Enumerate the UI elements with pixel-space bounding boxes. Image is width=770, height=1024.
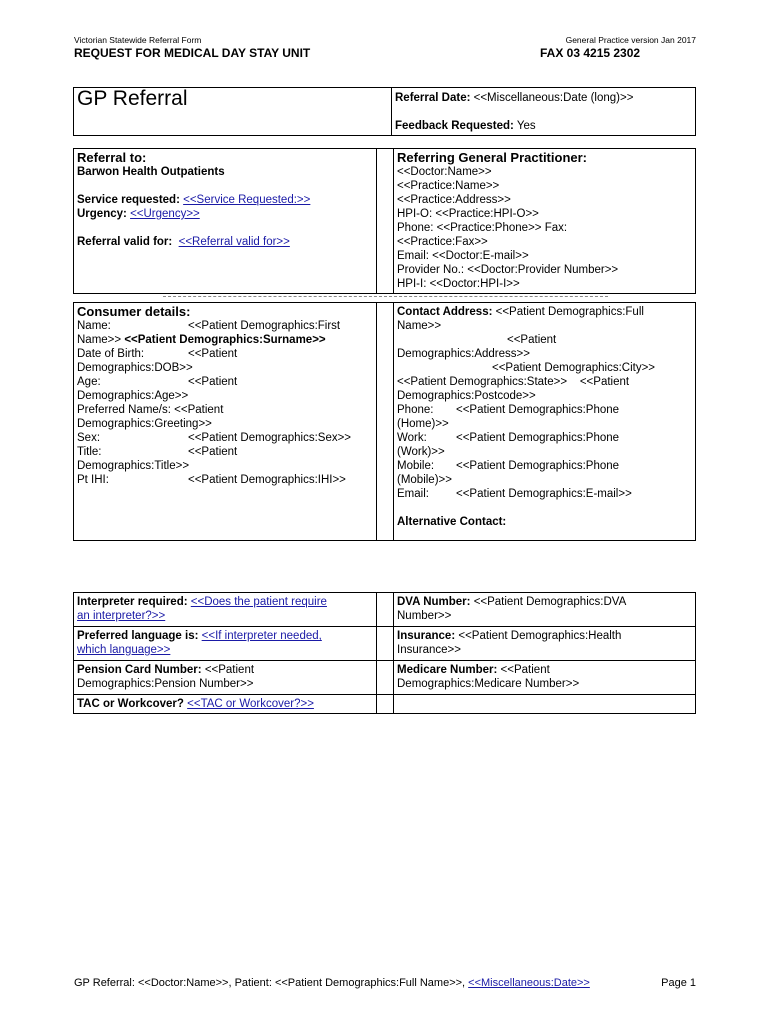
ihi-label: Pt IHI:: [77, 474, 109, 486]
spacer-cell: [377, 695, 394, 714]
gp-referral-title: GP Referral: [77, 87, 188, 110]
insurance-value: <<Patient Demographics:Health: [458, 630, 622, 642]
contact-city: <<Patient Demographics:City>>: [492, 362, 656, 374]
form-subtitle: Victorian Statewide Referral Form: [74, 35, 202, 45]
referral-date-value: <<Miscellaneous:Date (long)>>: [473, 92, 634, 104]
version-label: General Practice version Jan 2017: [565, 35, 696, 45]
medicare-value: <<Patient: [500, 664, 550, 676]
contact-address-label: Contact Address:: [397, 306, 493, 318]
phone-mobile: <<Patient Demographics:Phone: [456, 460, 620, 472]
consumer-cell: [74, 303, 377, 541]
phone-home: <<Patient Demographics:Phone: [456, 404, 620, 416]
empty-cell: [394, 695, 696, 714]
fax-number: FAX 03 4215 2302: [540, 46, 641, 60]
service-label: Service requested:: [77, 194, 180, 206]
gp-cell: [394, 149, 696, 294]
preferred-name-value: <<Patient: [174, 404, 224, 416]
page-number: Page 1: [661, 977, 696, 989]
referral-date-label: Referral Date:: [395, 92, 471, 104]
pension-label: Pension Card Number:: [77, 664, 202, 676]
interpreter-link[interactable]: <<Does the patient require: [190, 596, 327, 608]
preferred-name-cont: Demographics:Greeting>>: [77, 418, 212, 430]
contact-postcode: <<Patient: [579, 376, 630, 388]
referral-to-value: Barwon Health Outpatients: [77, 166, 225, 178]
age-value-cont: Demographics:Age>>: [77, 390, 189, 402]
gp-line: <<Practice:Name>>: [397, 180, 500, 192]
interpreter-label: Interpreter required:: [77, 596, 188, 608]
language-link-cont[interactable]: which language>>: [77, 644, 171, 656]
footer: [74, 977, 590, 989]
contact-address: <<Patient: [507, 334, 557, 346]
additional-info-table: [73, 592, 696, 714]
contact-full-name-cont: Name>>: [397, 320, 442, 332]
phone-work: <<Patient Demographics:Phone: [456, 432, 620, 444]
gp-line: <<Doctor:Name>>: [397, 166, 492, 178]
phone-mobile-cont: (Mobile)>>: [397, 474, 452, 486]
footer-date-link[interactable]: <<Miscellaneous:Date>>: [468, 977, 590, 989]
alternative-contact-label: Alternative Contact:: [397, 516, 507, 528]
referral-header-table: [73, 87, 696, 136]
sex-value: <<Patient Demographics:Sex>>: [188, 432, 352, 444]
language-label: Preferred language is:: [77, 630, 199, 642]
referral-details-table: [73, 148, 696, 294]
contact-state: <<Patient Demographics:State>>: [397, 376, 568, 388]
spacer-cell: [377, 149, 394, 294]
urgency-link[interactable]: <<Urgency>>: [130, 208, 200, 220]
insurance-cell: [394, 627, 696, 661]
surname-value: <<Patient Demographics:Surname>>: [124, 334, 326, 346]
gp-line: <<Practice:Fax>>: [397, 236, 488, 248]
medicare-cell: [394, 661, 696, 695]
valid-label: Referral valid for:: [77, 236, 173, 248]
gp-line: HPI-O: <<Practice:HPI-O>>: [397, 208, 539, 220]
dva-label: DVA Number:: [397, 596, 471, 608]
name-value-cont: Name>>: [77, 334, 122, 346]
interpreter-link-cont[interactable]: an interpreter?>>: [77, 610, 166, 622]
dva-value: <<Patient Demographics:DVA: [473, 596, 627, 608]
spacer-cell: [377, 661, 394, 695]
title-value: <<Patient: [188, 446, 238, 458]
mobile-label: Mobile:: [397, 460, 435, 472]
tac-label: TAC or Workcover?: [77, 698, 184, 710]
interpreter-cell: [74, 593, 377, 627]
phone-work-cont: (Work)>>: [397, 446, 445, 458]
dob-value-cont: Demographics:DOB>>: [77, 362, 193, 374]
sex-label: Sex:: [77, 432, 101, 444]
ihi-value: <<Patient Demographics:IHI>>: [188, 474, 346, 486]
gp-line: HPI-I: <<Doctor:HPI-I>>: [397, 278, 520, 290]
gp-referral-cell: [74, 88, 392, 136]
medicare-label: Medicare Number:: [397, 664, 498, 676]
age-value: <<Patient: [188, 376, 238, 388]
contact-address-cont: Demographics:Address>>: [397, 348, 530, 360]
email-label: Email:: [397, 488, 429, 500]
feedback-value: Yes: [516, 120, 536, 132]
referral-to-label: Referral to:: [77, 150, 147, 165]
spacer-cell: [377, 593, 394, 627]
tac-link[interactable]: <<TAC or Workcover?>>: [187, 698, 314, 710]
insurance-value-cont: Insurance>>: [397, 644, 461, 656]
dob-value: <<Patient: [188, 348, 238, 360]
section-divider: [163, 296, 608, 297]
pension-value: <<Patient: [204, 664, 255, 676]
phone-label: Phone:: [397, 404, 434, 416]
gp-line: Email: <<Doctor:E-mail>>: [397, 250, 529, 262]
name-value: <<Patient Demographics:First: [188, 320, 341, 332]
gp-line: Phone: <<Practice:Phone>> Fax:: [397, 222, 568, 234]
gp-title: Referring General Practitioner:: [397, 150, 587, 165]
footer-text: GP Referral: <<Doctor:Name>>, Patient: <<Patient Demographics:Full Name>>,: [74, 977, 466, 989]
gp-line: Provider No.: <<Doctor:Provider Number>>: [397, 264, 619, 276]
urgency-label: Urgency:: [77, 208, 127, 220]
tac-cell: [74, 695, 377, 714]
referral-valid-link[interactable]: <<Referral valid for>>: [178, 236, 290, 248]
language-cell: [74, 627, 377, 661]
work-label: Work:: [397, 432, 427, 444]
contact-postcode-cont: Demographics:Postcode>>: [397, 390, 536, 402]
spacer-cell: [377, 303, 394, 541]
dva-value-cont: Number>>: [397, 610, 452, 622]
email-value: <<Patient Demographics:E-mail>>: [456, 488, 632, 500]
age-label: Age:: [77, 376, 101, 388]
form-title: REQUEST FOR MEDICAL DAY STAY UNIT: [74, 46, 311, 60]
contact-full-name: <<Patient Demographics:Full: [495, 306, 644, 318]
spacer-cell: [377, 627, 394, 661]
pension-cell: [74, 661, 377, 695]
feedback-label: Feedback Requested:: [395, 120, 514, 132]
gp-line: <<Practice:Address>>: [397, 194, 511, 206]
insurance-label: Insurance:: [397, 630, 456, 642]
name-label: Name:: [77, 320, 111, 332]
title-label: Title:: [77, 446, 102, 458]
service-requested-link[interactable]: <<Service Requested:>>: [183, 194, 311, 206]
title-value-cont: Demographics:Title>>: [77, 460, 190, 472]
referral-to-cell: [74, 149, 377, 294]
language-link[interactable]: <<If interpreter needed,: [201, 630, 322, 642]
referral-date-cell: [392, 88, 696, 136]
consumer-table: [73, 302, 696, 541]
dva-cell: [394, 593, 696, 627]
preferred-name-label: Preferred Name/s:: [77, 404, 171, 416]
consumer-title: Consumer details:: [77, 304, 191, 319]
medicare-value-cont: Demographics:Medicare Number>>: [397, 678, 580, 690]
phone-home-cont: (Home)>>: [397, 418, 449, 430]
pension-value-cont: Demographics:Pension Number>>: [77, 678, 254, 690]
contact-cell: [394, 303, 696, 541]
dob-label: Date of Birth:: [77, 348, 145, 360]
